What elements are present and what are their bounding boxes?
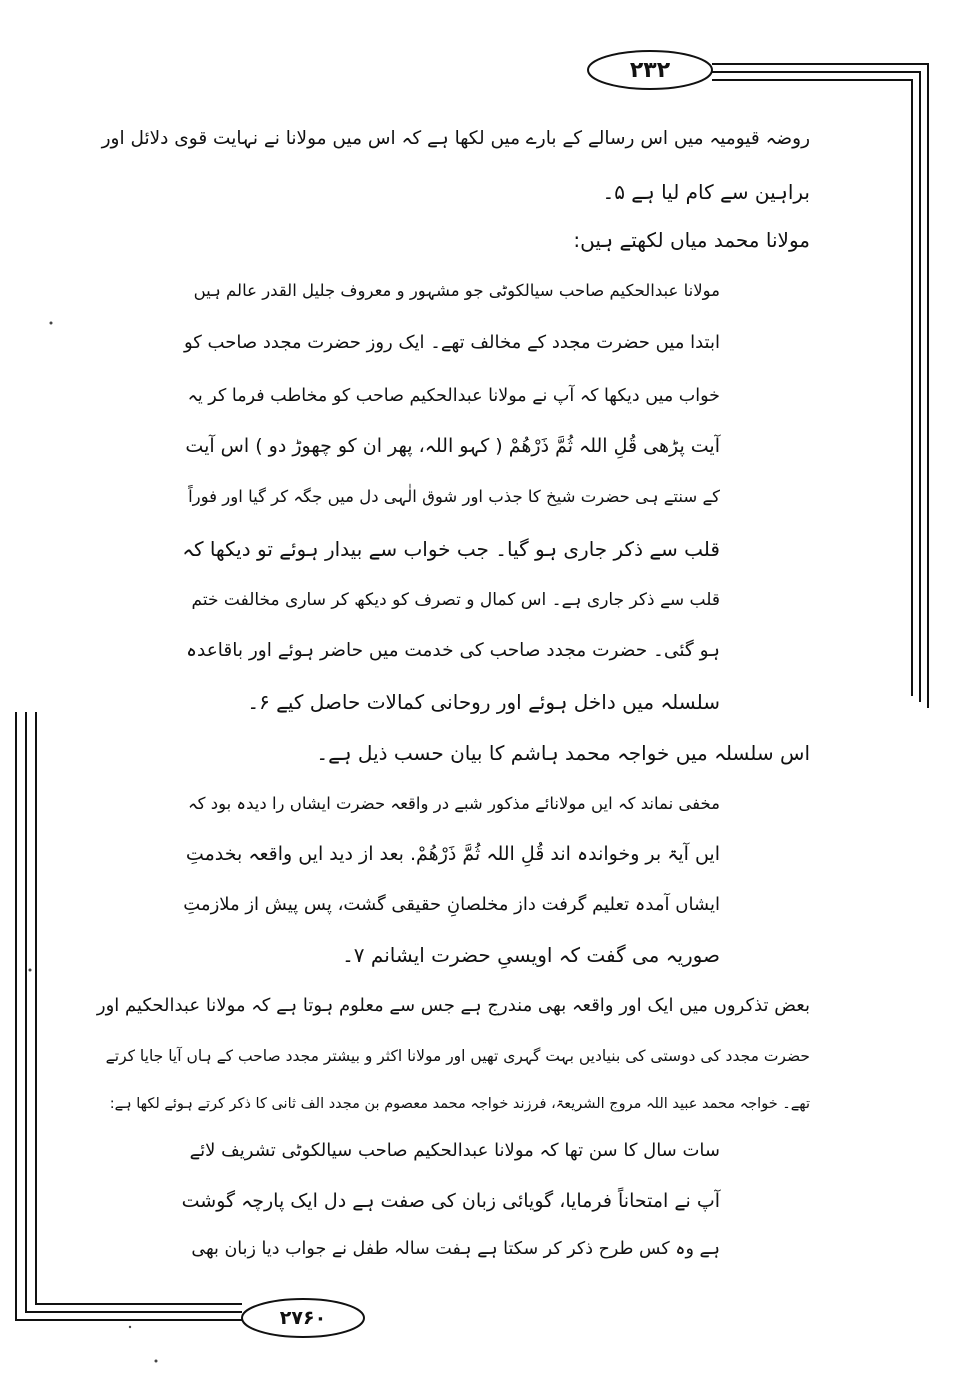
speck-3 <box>155 1360 158 1363</box>
quote1-line: قلب سے ذکر جاری ہو گیا۔ جب خواب سے بیدار ہوئے تو دیکھا کہ <box>182 537 720 561</box>
para1-line: روضہ قیومیہ میں اس رسالے کے بارے میں لکھا ہے کہ اس میں مولانا نے نہایت قوی دلائل اور <box>101 128 810 149</box>
right-frame-line-1 <box>712 64 928 708</box>
quote1-line: آیت پڑھی قُلِ اللہ ثُمَّ ذَرْھُمْ ( کہو اللہ، پھر ان کو چھوڑ دو ) اس آیت <box>185 435 720 457</box>
page-number-bottom: ۲۷۶۰ <box>279 1307 327 1329</box>
para2-line: بعض تذکروں میں ایک اور واقعہ بھی مندرج ہے جس سے معلوم ہوتا ہے کہ مولانا عبدالحکیم اور <box>96 995 810 1016</box>
quote3-line: سات سال کا سن تھا کہ مولانا عبدالحکیم صاحب سیالکوٹی تشریف لائے <box>189 1140 720 1161</box>
quote1-line: قلب سے ذکر جاری ہے۔ اس کمال و تصرف کو دیکھ کر ساری مخالفت ختم <box>191 590 720 610</box>
quote1-line: کے سنتے ہی حضرت شیخ کا جذب اور شوق الٰہی دل میں جگہ کر گیا اور فوراً <box>188 487 720 506</box>
speck-1 <box>50 322 53 325</box>
speck-2 <box>29 969 32 972</box>
quote2-line: صوریہ می گفت کہ اویسیِ حضرت ایشانم ۷۔ <box>342 943 720 967</box>
page-number-top: ۲۳۲ <box>629 57 671 83</box>
quote2-line: ایشاں آمدہ تعلیم گرفت داز مخلصانِ حقیقی گشت، پس پیش از ملازمتِ <box>183 894 720 915</box>
para1-line: براہین سے کام لیا ہے ۵۔ <box>602 180 810 204</box>
quote3-line: ہے وہ کس طرح ذکر کر سکتا ہے ہفت سالہ طفل نے جواب دیا زبان بھی <box>191 1239 720 1259</box>
quote1-line: ہو گئی۔ حضرت مجدد صاحب کی خدمت میں حاضر ہوئے اور باقاعدہ <box>186 640 720 661</box>
quote1-line: سلسلہ میں داخل ہوئے اور روحانی کمالات حاصل کیے ۶۔ <box>247 690 720 714</box>
right-frame-line-2 <box>712 72 920 702</box>
quote1-line: خواب میں دیکھا کہ آپ نے مولانا عبدالحکیم صاحب کو مخاطب فرما کر یہ <box>187 386 720 406</box>
para2-line: حضرت مجدد کی دوستی کی بنیادیں بہت گہری تھیں اور مولانا اکثر و بیشتر مجدد صاحب کے ہاں آیا جایا کرتے <box>105 1047 810 1065</box>
quote3-line: آپ نے امتحاناً فرمایا، گویائی زبان کی صفت ہے دل ایک پارچہ گوشت <box>181 1190 720 1212</box>
quote2-line: مخفی نماند کہ ایں مولانائے مذکور شبے در واقعہ حضرت ایشاں را دیدہ بود کہ <box>187 794 720 813</box>
para2-line: تھے۔ خواجہ محمد عبید اللہ مروج الشریعۃ، فرزند خواجہ محمد معصوم بن مجدد الف ثانی کا ذکر کرتے ہوئے لکھا ہے: <box>109 1096 810 1112</box>
speck-4 <box>129 1326 131 1328</box>
intro-mian-line: مولانا محمد میاں لکھتے ہیں: <box>573 228 810 252</box>
quote2-line: ایں آیۃ بر وخواندہ اند قُلِ اللہ ثُمَّ ذَرْھُمْ. بعد از دید ایں واقعہ بخدمتِ <box>185 843 720 865</box>
intro-hashim-line: اس سلسلہ میں خواجہ محمد ہاشم کا بیان حسب ذیل ہے۔ <box>316 741 810 765</box>
quote1-line: ابتدا میں حضرت مجدد کے مخالف تھے۔ ایک روز حضرت مجدد صاحب کو <box>183 332 720 353</box>
right-frame-line-3 <box>712 80 912 696</box>
quote1-line: مولانا عبدالحکیم صاحب سیالکوٹی جو مشہور و معروف جلیل القدر عالم ہیں <box>193 281 720 300</box>
